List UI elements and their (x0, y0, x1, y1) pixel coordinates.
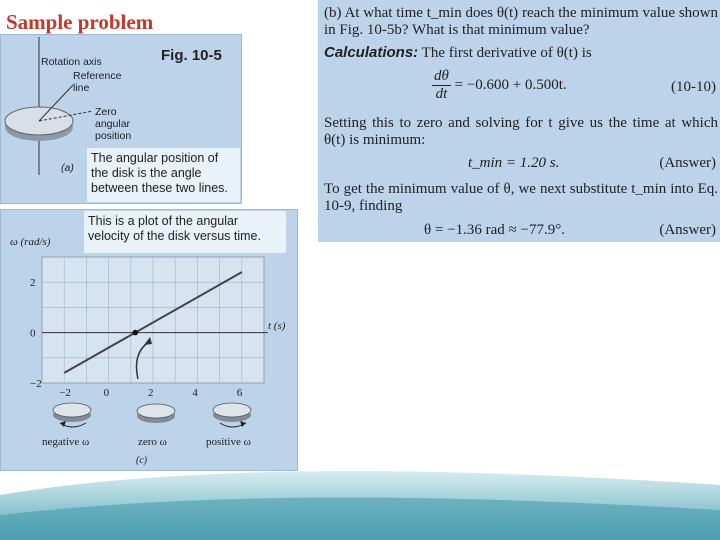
derivative-denominator: dt (435, 86, 448, 102)
callout-angular-velocity: This is a plot of the angular velocity of the disk versus time. (84, 211, 286, 253)
x-tick-label: −2 (59, 387, 71, 399)
zero-position-label-2: angular (95, 118, 131, 130)
negative-omega-label: negative ω (42, 436, 90, 448)
y-tick-label: 2 (30, 277, 36, 290)
zero-position-label: Zero (95, 106, 117, 118)
disk-icons (53, 403, 251, 427)
calculations-label: Calculations: (324, 44, 419, 61)
positive-omega-label: positive ω (206, 436, 251, 448)
panel-tag-c: (c) (136, 455, 148, 466)
rotation-axis-label: Rotation axis (41, 56, 102, 68)
zero-omega-label: zero ω (138, 436, 167, 448)
derivative-rhs: = −0.600 + 0.500t. (454, 76, 567, 93)
answer-1: (Answer) (659, 155, 716, 171)
graph-xlabel: t (s) (268, 320, 286, 332)
minimum-text: To get the minimum value of θ, we next substitute t_min into Eq. 10-9, finding (324, 181, 718, 214)
part-b-question: (b) At what time t_min does θ(t) reach the minimum value shown in Fig. 10-5b? What is that minimum value? (324, 5, 718, 38)
x-tick-label: 2 (148, 387, 154, 399)
x-tick-label: 6 (236, 387, 243, 399)
y-tick-label: 0 (30, 327, 36, 340)
setting-text: Setting this to zero and solving for t give us the time at which θ(t) is minimum: (324, 115, 718, 148)
slide-title: Sample problem (6, 10, 154, 34)
zero-position-label-3: position (95, 130, 132, 142)
calculations-line (324, 44, 718, 62)
zero-disk-icon (137, 404, 175, 423)
derivative-numerator: dθ (434, 68, 449, 84)
panel-tag-a: (a) (61, 162, 74, 174)
graph-ylabel: ω (rad/s) (10, 236, 51, 248)
x-tick-label: 4 (192, 387, 198, 399)
answer-2: (Answer) (659, 222, 716, 238)
negative-disk-icon (53, 403, 91, 427)
reference-line-label: Reference (73, 70, 122, 82)
zero-crossing-point (132, 330, 138, 336)
equation-theta: θ = −1.36 rad ≈ −77.9°. (424, 222, 565, 238)
derivative-fraction (432, 68, 451, 103)
y-tick-label: −2 (30, 378, 42, 390)
equation-tmin: t_min = 1.20 s. (468, 155, 560, 171)
x-tick-label: 0 (103, 387, 110, 399)
figure-label: Fig. 10-5 (161, 47, 222, 64)
calculations-text: The first derivative of θ(t) is (421, 45, 592, 61)
equation-number: (10-10) (671, 79, 716, 95)
equation-1 (432, 68, 567, 103)
positive-disk-icon (213, 403, 251, 427)
callout-angular-position: The angular position of the disk is the angle between these two lines. (87, 148, 240, 202)
reference-line-label-2: line (73, 82, 90, 94)
